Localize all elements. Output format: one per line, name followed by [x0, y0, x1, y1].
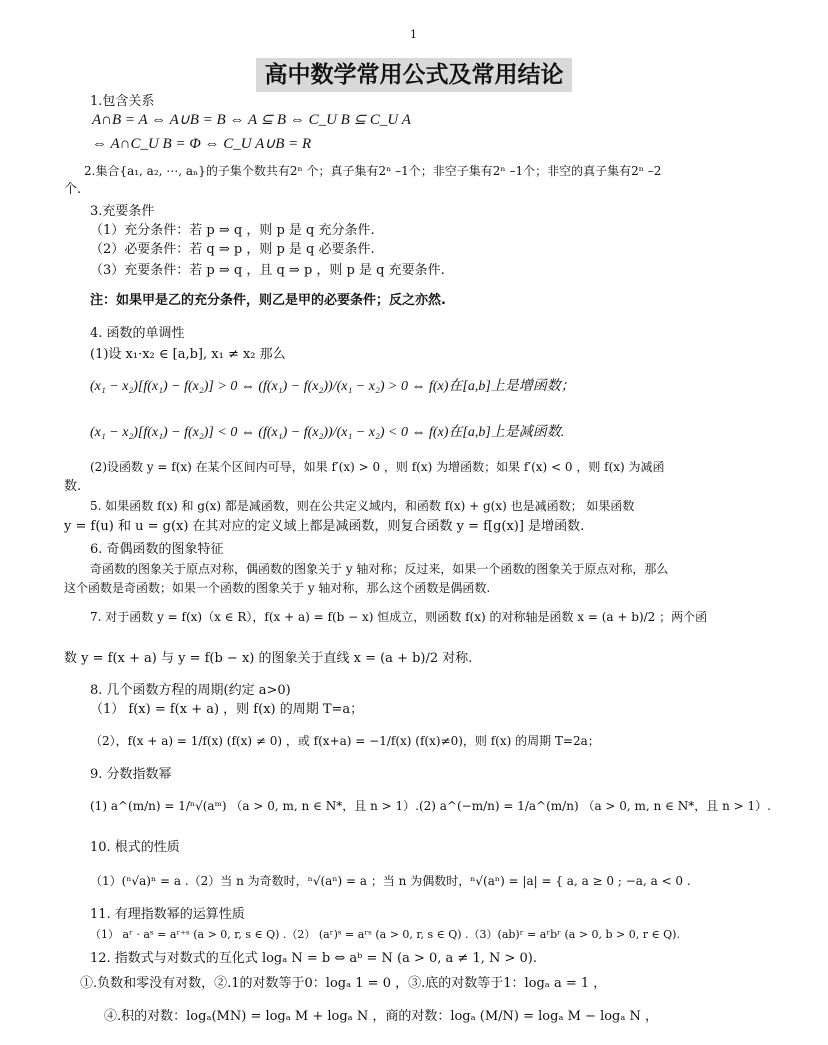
formula-line: (x₁ − x₂)[f(x₁) − f(x₂)] < 0 ⇔ (f(x₁) − f(x₂))/(x₁ − x₂) < 0 ⇔ f(x)在[a,b]上是减函数.	[90, 425, 565, 440]
text-line: 奇函数的图象关于原点对称，偶函数的图象关于 y 轴对称；反过来，如果一个函数的图象关于原点对称，那么	[90, 562, 669, 576]
section-heading: 12. 指数式与对数式的互化式 logₐ N = b ⇔ aᵇ = N (a > 0, a ≠ 1, N > 0).	[90, 951, 537, 966]
text-line: 数.	[64, 479, 82, 494]
text-line: 个.	[64, 182, 82, 197]
formula-line: A∩B = A ⇔ A∪B = B ⇔ A ⊆ B ⇔ C_U B ⊆ C_U A	[92, 112, 411, 128]
text-line: （1）充分条件：若 p ⇒ q ，则 p 是 q 充分条件.	[90, 223, 375, 238]
document-title: 高中数学常用公式及常用结论	[256, 58, 572, 92]
section-heading: 4. 函数的单调性	[90, 326, 185, 341]
formula-line: (1) a^(m/n) = 1/ⁿ√(aᵐ) （a > 0, m, n ∈ N*，且 n > 1）.(2) a^(−m/n) = 1/a^(m/n) （a > 0, m, n ∈ N*，且 n > 1）.	[90, 799, 771, 813]
text-line: 数 y = f(x + a) 与 y = f(b − x) 的图象关于直线 x = (a + b)/2 对称.	[64, 651, 473, 666]
text-line: （2）必要条件：若 q ⇒ p ，则 p 是 q 必要条件.	[90, 242, 375, 257]
formula-line: （1） aʳ · aˢ = aʳ⁺ˢ (a > 0, r, s ∈ Q) .（2） (aʳ)ˢ = aʳˢ (a > 0, r, s ∈ Q) .（3）(ab)ʳ = aʳbʳ (a > 0, b > 0, r ∈ Q).	[90, 928, 680, 941]
formula-line: （1）(ⁿ√a)ⁿ = a .（2）当 n 为奇数时，ⁿ√(aⁿ) = a ；当 n 为偶数时，ⁿ√(aⁿ) = |a| = { a, a ≥ 0 ; −a, a < 0 .	[90, 874, 691, 888]
section-heading: 9. 分数指数幂	[90, 767, 172, 782]
section-heading: 3.充要条件	[90, 204, 155, 219]
section-heading: 11. 有理指数幂的运算性质	[90, 907, 245, 922]
formula-line: （2），f(x + a) = 1/f(x) (f(x) ≠ 0) ，或 f(x+a) = −1/f(x) (f(x)≠0)，则 f(x) 的周期 T=2a；	[90, 734, 600, 748]
text-line: （1） f(x) = f(x + a) ，则 f(x) 的周期 T=a；	[90, 702, 364, 717]
text-line: （3）充要条件：若 p ⇒ q ，且 q ⇒ p ，则 p 是 q 充要条件.	[90, 263, 445, 278]
page-number: 1	[410, 28, 417, 41]
section-heading: 10. 根式的性质	[90, 840, 180, 855]
text-line: 7. 对于函数 y = f(x)（x ∈ R），f(x + a) = f(b − x) 恒成立，则函数 f(x) 的对称轴是函数 x = (a + b)/2 ；两个函	[90, 610, 708, 624]
text-line: ①.负数和零没有对数，②.1的对数等于0：logₐ 1 = 0 ，③.底的对数等于1：logₐ a = 1 ，	[80, 976, 607, 991]
text-line: ④.积的对数：logₐ(MN) = logₐ M + logₐ N ，商的对数：logₐ (M/N) = logₐ M − logₐ N ，	[104, 1009, 659, 1024]
text-line: 1.包含关系	[90, 94, 155, 109]
formula-line: ⇔ A∩C_U B = Φ ⇔ C_U A∪B = R	[92, 136, 312, 152]
note-line: 注：如果甲是乙的充分条件，则乙是甲的必要条件；反之亦然.	[90, 293, 446, 308]
text-line: (2)设函数 y = f(x) 在某个区间内可导，如果 f′(x) > 0 ，则 f(x) 为增函数；如果 f′(x) < 0 ，则 f(x) 为减函	[90, 460, 665, 474]
text-line: 这个函数是奇函数；如果一个函数的图象关于 y 轴对称，那么这个函数是偶函数.	[64, 581, 491, 595]
section-heading: 8. 几个函数方程的周期(约定 a>0)	[90, 683, 291, 698]
text-line: (1)设 x₁·x₂ ∈ [a,b], x₁ ≠ x₂ 那么	[90, 347, 286, 362]
formula-line: (x₁ − x₂)[f(x₁) − f(x₂)] > 0 ⇔ (f(x₁) − f(x₂))/(x₁ − x₂) > 0 ⇔ f(x)在[a,b]上是增函数；	[90, 379, 575, 394]
section-heading: 6. 奇偶函数的图象特征	[90, 542, 224, 557]
text-line: 2.集合{a₁, a₂, ⋯, aₙ}的子集个数共有2ⁿ 个；真子集有2ⁿ –1个；非空子集有2ⁿ –1个；非空的真子集有2ⁿ –2	[84, 164, 662, 178]
text-line: 5. 如果函数 f(x) 和 g(x) 都是减函数，则在公共定义域内，和函数 f(x) + g(x) 也是减函数； 如果函数	[90, 499, 635, 513]
text-line: y = f(u) 和 u = g(x) 在其对应的定义域上都是减函数，则复合函数 y = f[g(x)] 是增函数.	[64, 519, 585, 534]
